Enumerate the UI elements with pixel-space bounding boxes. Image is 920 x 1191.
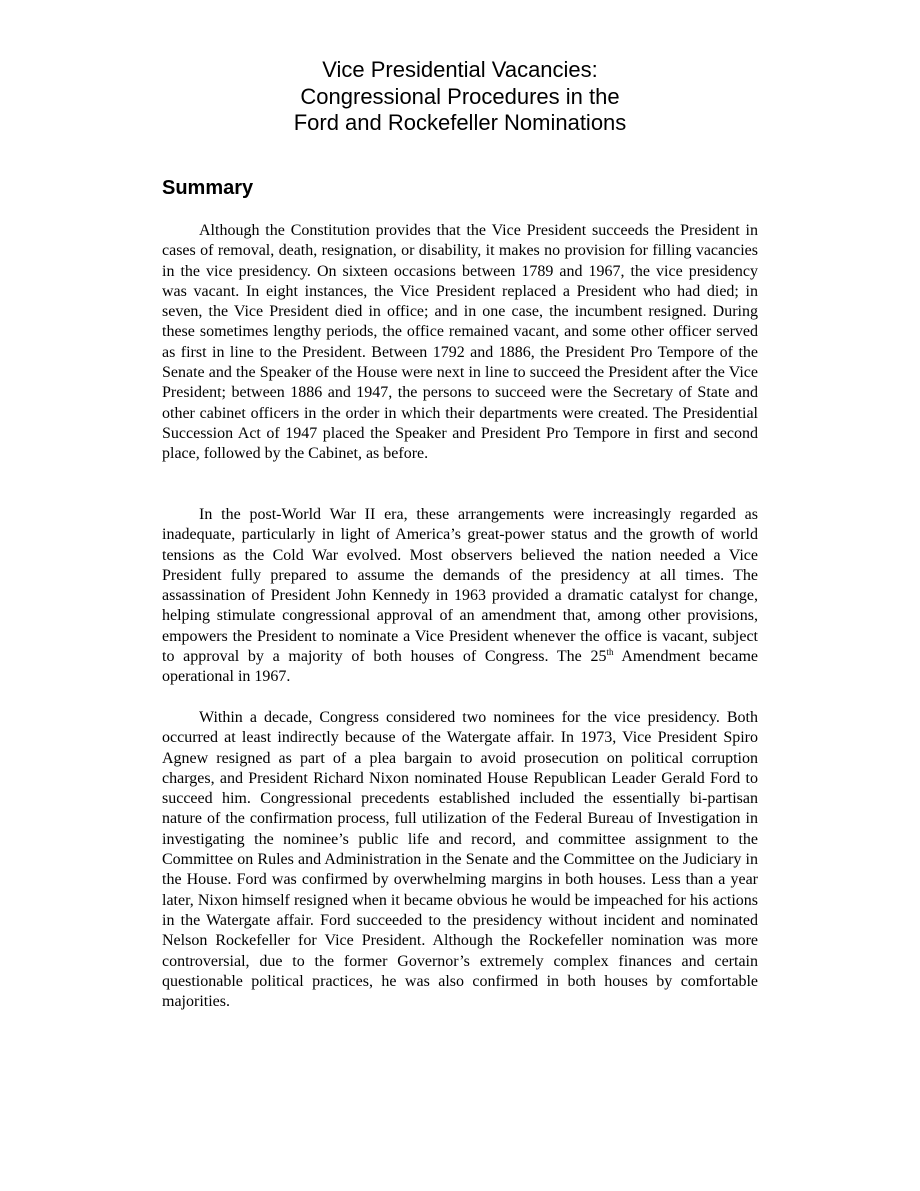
- paragraph-2-text-before: In the post-World War II era, these arrangements were increasingly regarded as inadequate, particularly in light of America’s great-power status and the growth of world tensions as the Cold War evolved. Most observers believed the nation needed a Vice President fully prepared to assume the demands of the presidency at all times. The assassination of President John Kennedy in 1963 provided a dramatic catalyst for change, helping stimulate congressional approval of an amendment that, among other provisions, empowers the President to nominate a Vice President whenever the office is vacant, subject to approval by a majority of both houses of Congress. The 25: [162, 506, 758, 666]
- paragraph-1: Although the Constitution provides that the Vice President succeeds the President in cases of removal, death, resignation, or disability, it makes no provision for filling vacancies in the vice presidency. On sixteen occasions between 1789 and 1967, the vice presidency was vacant. In eight instances, the Vice President replaced a President who had died; in seven, the Vice President died in office; and in one case, the incumbent resigned. During these sometimes lengthy periods, the office remained vacant, and some other officer served as first in line to the President. Between 1792 and 1886, the President Pro Tempore of the Senate and the Speaker of the House were next in line to succeed the President after the Vice President; between 1886 and 1947, the persons to succeed were the Secretary of State and other cabinet officers in the order in which their departments were created. The Presidential Succession Act of 1947 placed the Speaker and President Pro Tempore in first and second place, followed by the Cabinet, as before.: [162, 222, 758, 463]
- ordinal-superscript: th: [606, 647, 614, 658]
- title-line-3: Ford and Rockefeller Nominations: [293, 110, 627, 135]
- paragraph-2: [162, 505, 758, 688]
- title-line-1: Vice Presidential Vacancies:: [322, 57, 598, 82]
- document-title: [160, 57, 760, 137]
- paragraph-2-text-after: Amendment became operational in 1967.: [162, 648, 759, 686]
- section-heading-summary: Summary: [162, 177, 254, 199]
- paragraph-3: Within a decade, Congress considered two nominees for the vice presidency. Both occurred at least indirectly because of the Watergate affair. In 1973, Vice President Spiro Agnew resigned as part of a plea bargain to avoid prosecution on political corruption charges, and President Richard Nixon nominated House Republican Leader Gerald Ford to succeed him. Congressional precedents established included the essentially bi-partisan nature of the confirmation process, full utilization of the Federal Bureau of Investigation in investigating the nominee’s public life and record, and committee assignment to the Committee on Rules and Administration in the Senate and the Committee on the Judiciary in the House. Ford was confirmed by overwhelming margins in both houses. Less than a year later, Nixon himself resigned when it became obvious he would be impeached for his actions in the Watergate affair. Ford succeeded to the presidency without incident and nominated Nelson Rockefeller for Vice President. Although the Rockefeller nomination was more controversial, due to the former Governor’s extremely complex finances and certain questionable political practices, he was also confirmed in both houses by comfortable majorities.: [162, 709, 758, 1011]
- title-line-2: Congressional Procedures in the: [300, 83, 620, 109]
